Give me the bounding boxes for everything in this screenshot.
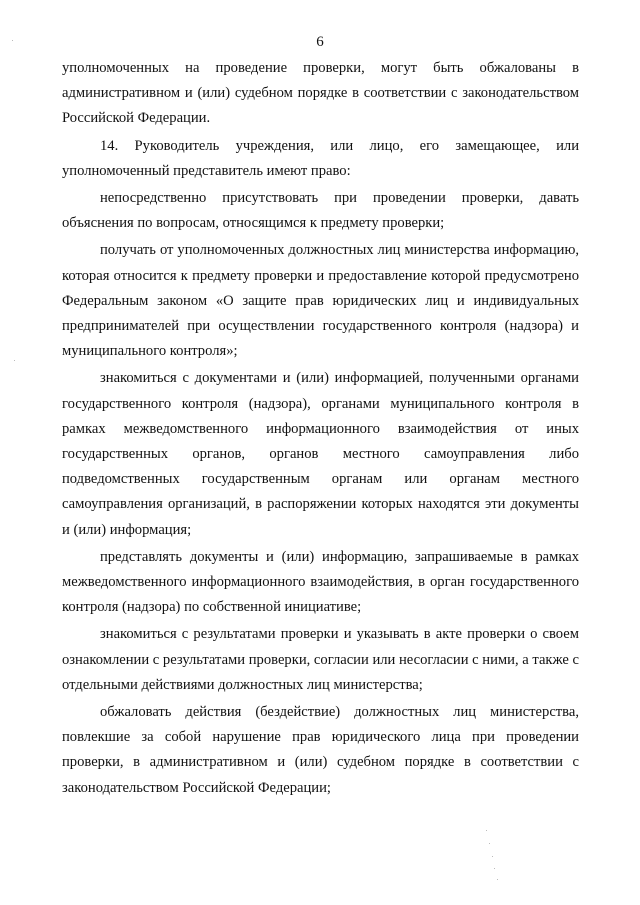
paragraph-item-14: 14. Руководитель учреждения, или лицо, его замещающее, или уполномоченный представитель имеют право: [62,137,579,179]
paragraph-right-receive-info: получать от уполномоченных должностных лиц министерства информацию, которая относится к предмету проверки и предоставление которой предусмотрено Федеральным законом «О защите прав юридических лиц и индивидуальных предпринимателей при осуществлении государственного контроля (надзора) и муниципального контроля»; [62,242,579,360]
paragraph-right-review-documents: знакомиться с документами и (или) информацией, полученными органами государственного контроля (надзора), органами муниципального контроля в рамках межведомственного информационного взаимодействия от иных государственных органов, органов местного самоуправления либо подведомственных государственным органам или органам местного самоуправления организаций, в распоряжении которых находятся эти документы и (или) информация; [62,370,579,538]
document-body [62,56,579,801]
paragraph-right-submit-documents: представлять документы и (или) информацию, запрашиваемые в рамках межведомственного информационного взаимодействия, в орган государственного контроля (надзора) по собственной инициативе; [62,548,579,616]
paragraph-continuation: уполномоченных на проведение проверки, могут быть обжалованы в административном и (или) судебном порядке в соответствии с законодательством Российской Федерации. [62,60,579,127]
page-number: 6 [316,34,324,50]
paragraph-right-attend: непосредственно присутствовать при проведении проверки, давать объяснения по вопросам, относящимся к предмету проверки; [62,190,579,232]
paragraph-right-review-results: знакомиться с результатами проверки и указывать в акте проверки о своем ознакомлении с результатами проверки, согласии или несогласии с ними, а также с отдельными действиями должностных лиц министерства; [62,626,580,693]
paragraph-right-appeal: обжаловать действия (бездействие) должностных лиц министерства, повлекшие за собой нарушение прав юридического лица при проведении проверки, в административном и (или) судебном порядке в соответствии с законодательством Российской Федерации; [62,704,579,796]
